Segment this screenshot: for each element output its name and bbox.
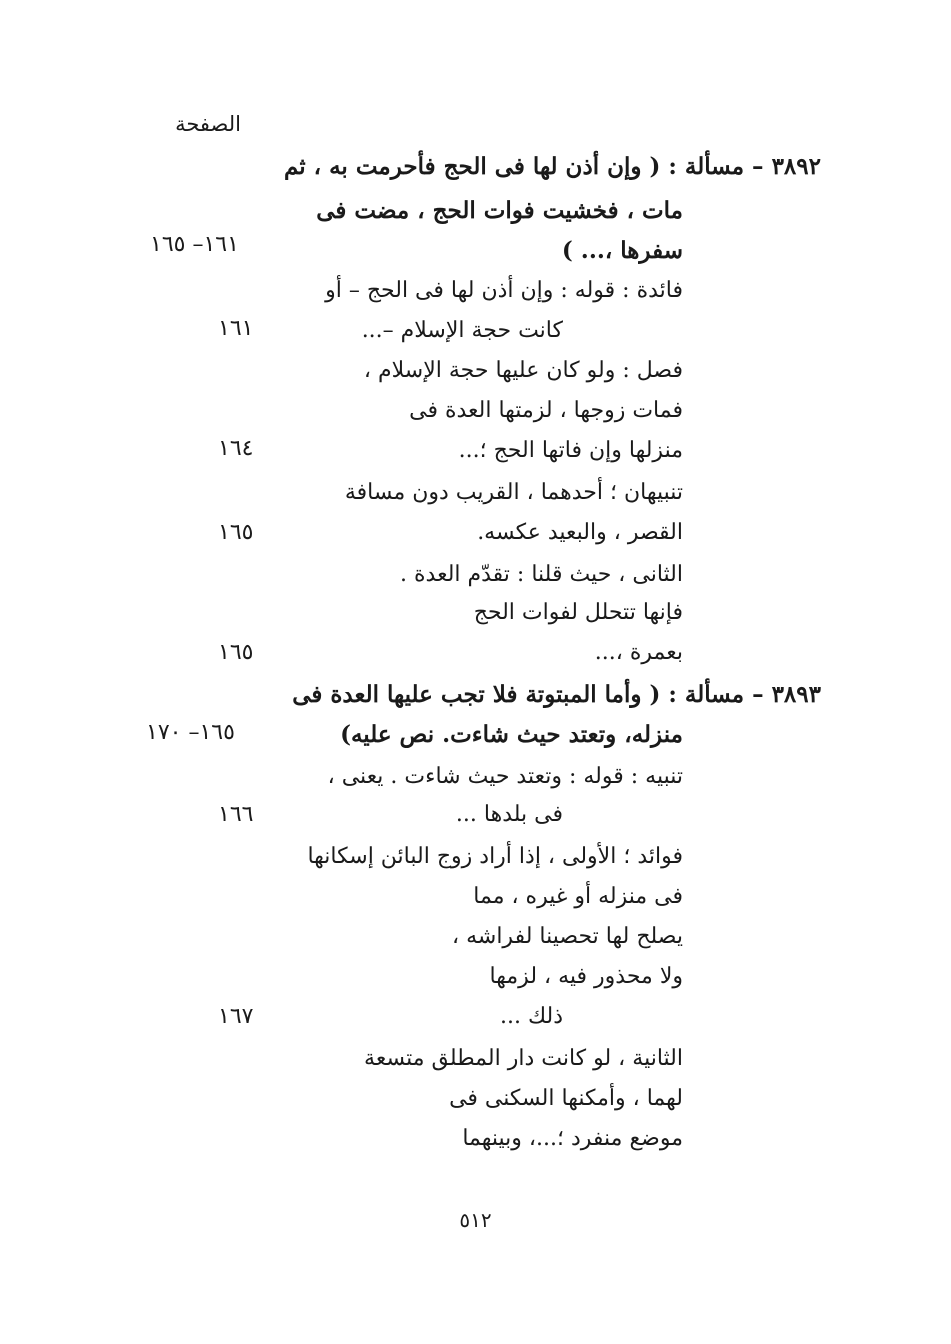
entry-3892-line-1: ٣٨٩٢ – مسألة : ( وإن أذن لها فى الحج فأحرمت به ، ثم bbox=[283, 153, 821, 180]
note-tanbih-line-1: تنبيه : قوله : وتعتد حيث شاءت . يعنى ، bbox=[327, 764, 683, 789]
note-fawaid-line-4: ولا محذور فيه ، لزمها bbox=[489, 964, 683, 989]
note-tanbihan-pages: ١٦٥ bbox=[218, 520, 254, 545]
section-fasl-line-1: فصل : ولو كان عليها حجة الإسلام ، bbox=[363, 358, 683, 383]
entry-3893-pages: ١٦٥– ١٧٠ bbox=[146, 720, 235, 745]
note-second-line-1: الثانى ، حيث قلنا : تقدّم العدة . bbox=[400, 562, 683, 587]
note-fawaid-pages: ١٦٧ bbox=[218, 1004, 254, 1029]
note-second-line-3: بعمرة ،... bbox=[594, 640, 683, 665]
note-fawaid-line-1: فوائد ؛ الأولى ، إذا أراد زوج البائن إسكانها bbox=[307, 844, 683, 869]
note-faida-line-1: فائدة : قوله : وإن أذن لها فى الحج – أو bbox=[325, 278, 683, 303]
note-tanbih-line-2: فى بلدها ... bbox=[455, 802, 563, 827]
entry-3893-line-2: منزله، وتعتد حيث شاءت. نص عليه) bbox=[340, 721, 683, 748]
note-second-pages: ١٦٥ bbox=[218, 640, 254, 665]
entry-3892-pages: ١٦١– ١٦٥ bbox=[150, 232, 239, 257]
page-number: ٥١٢ bbox=[459, 1208, 492, 1232]
note-thaniya-line-3: موضع منفرد ؛...، وبينهما bbox=[462, 1126, 683, 1151]
section-fasl-pages: ١٦٤ bbox=[218, 436, 254, 461]
note-tanbihan-line-2: القصر ، والبعيد عكسه. bbox=[477, 520, 683, 545]
note-thaniya-line-2: لهما ، وأمكنها السكنى فى bbox=[449, 1086, 683, 1111]
page-column-header: الصفحة bbox=[175, 112, 241, 136]
note-tanbihan-line-1: تنبيهان ؛ أحدهما ، القريب دون مسافة bbox=[344, 480, 683, 505]
note-fawaid-line-3: يصلح لها تحصينا لفراشه ، bbox=[452, 924, 683, 949]
note-thaniya-line-1: الثانية ، لو كانت دار المطلق متسعة bbox=[364, 1046, 683, 1071]
section-fasl-line-2: فمات زوجها ، لزمتها العدة فى bbox=[409, 398, 683, 423]
note-fawaid-line-5: ذلك ... bbox=[499, 1004, 563, 1029]
entry-3892-line-2: مات ، فخشيت فوات الحج ، مضت فى bbox=[316, 197, 683, 224]
note-fawaid-line-2: فى منزله أو غيره ، مما bbox=[473, 884, 683, 909]
entry-3893-line-1: ٣٨٩٣ – مسألة : ( وأما المبتوتة فلا تجب عليها العدة فى bbox=[292, 681, 821, 708]
entry-3892-line-3: سفرها ،... ) bbox=[561, 237, 683, 264]
note-faida-line-2: كانت حجة الإسلام –... bbox=[361, 318, 563, 343]
note-second-line-2: فإنها تتحلل لفوات الحج bbox=[473, 600, 683, 625]
note-faida-pages: ١٦١ bbox=[218, 316, 254, 341]
section-fasl-line-3: منزلها وإن فاتها الحج ؛... bbox=[458, 438, 683, 463]
note-tanbih-pages: ١٦٦ bbox=[218, 802, 254, 827]
